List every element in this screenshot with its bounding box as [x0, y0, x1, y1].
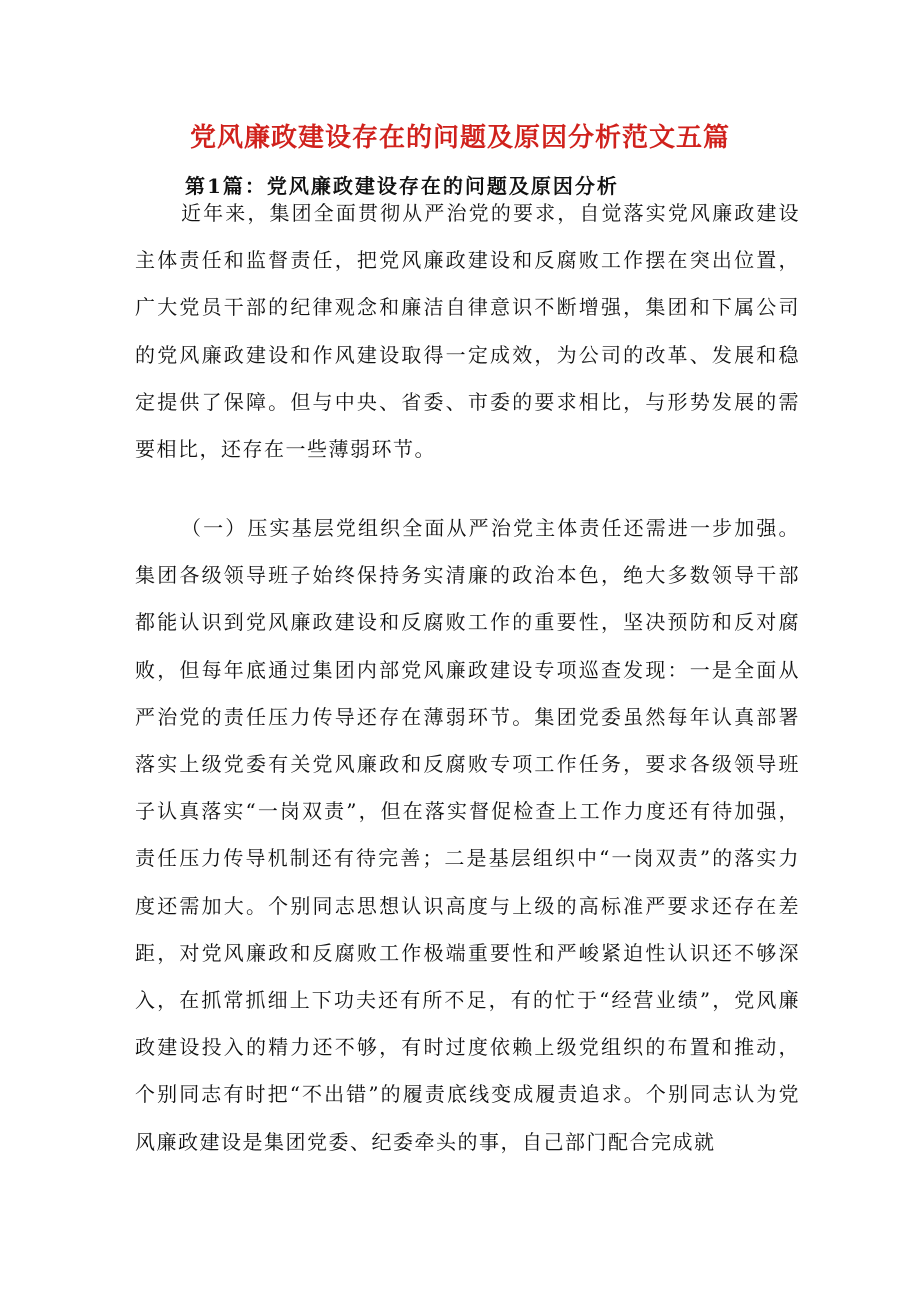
- section-heading: 第1篇：党风廉政建设存在的问题及原因分析: [185, 174, 619, 198]
- document-title: 党风廉政建设存在的问题及原因分析范文五篇: [189, 123, 730, 153]
- paragraph-point-one: （一）压实基层党组织全面从严治党主体责任还需进一步加强。集团各级领导班子始终保持务实清廉的政治本色，绝大多数领导干部都能认识到党风廉政建设和反腐败工作的重要性，坚决预防和反对腐败，但每年底通过集团内部党风廉政建设专项巡查发现：一是全面从严治党的责任压力传导还存在薄弱环节。集团党委虽然每年认真部署落实上级党委有关党风廉政和反腐败专项工作任务，要求各级领导班子认真落实“一岗双责”，但在落实督促检查上工作力度还有待加强，责任压力传导机制还有待完善；二是基层组织中“一岗双责”的落实力度还需加大。个别同志思想认识高度与上级的高标准严要求还存在差距，对党风廉政和反腐败工作极端重要性和严峻紧迫性认识还不够深入，在抓常抓细上下功夫还有所不足，有的忙于“经营业绩”，党风廉政建设投入的精力还不够，有时过度依赖上级党组织的布置和推动，个别同志有时把“不出错”的履责底线变成履责追求。个别同志认为党风廉政建设是集团党委、纪委牵头的事，自己部门配合完成就: [135, 516, 800, 1154]
- paragraph-intro: 近年来，集团全面贯彻从严治党的要求，自觉落实党风廉政建设主体责任和监督责任，把党风廉政建设和反腐败工作摆在突出位置，广大党员干部的纪律观念和廉洁自律意识不断增强，集团和下属公司的党风廉政建设和作风建设取得一定成效，为公司的改革、发展和稳定提供了保障。但与中央、省委、市委的要求相比，与形势发展的需要相比，还存在一些薄弱环节。: [135, 201, 800, 462]
